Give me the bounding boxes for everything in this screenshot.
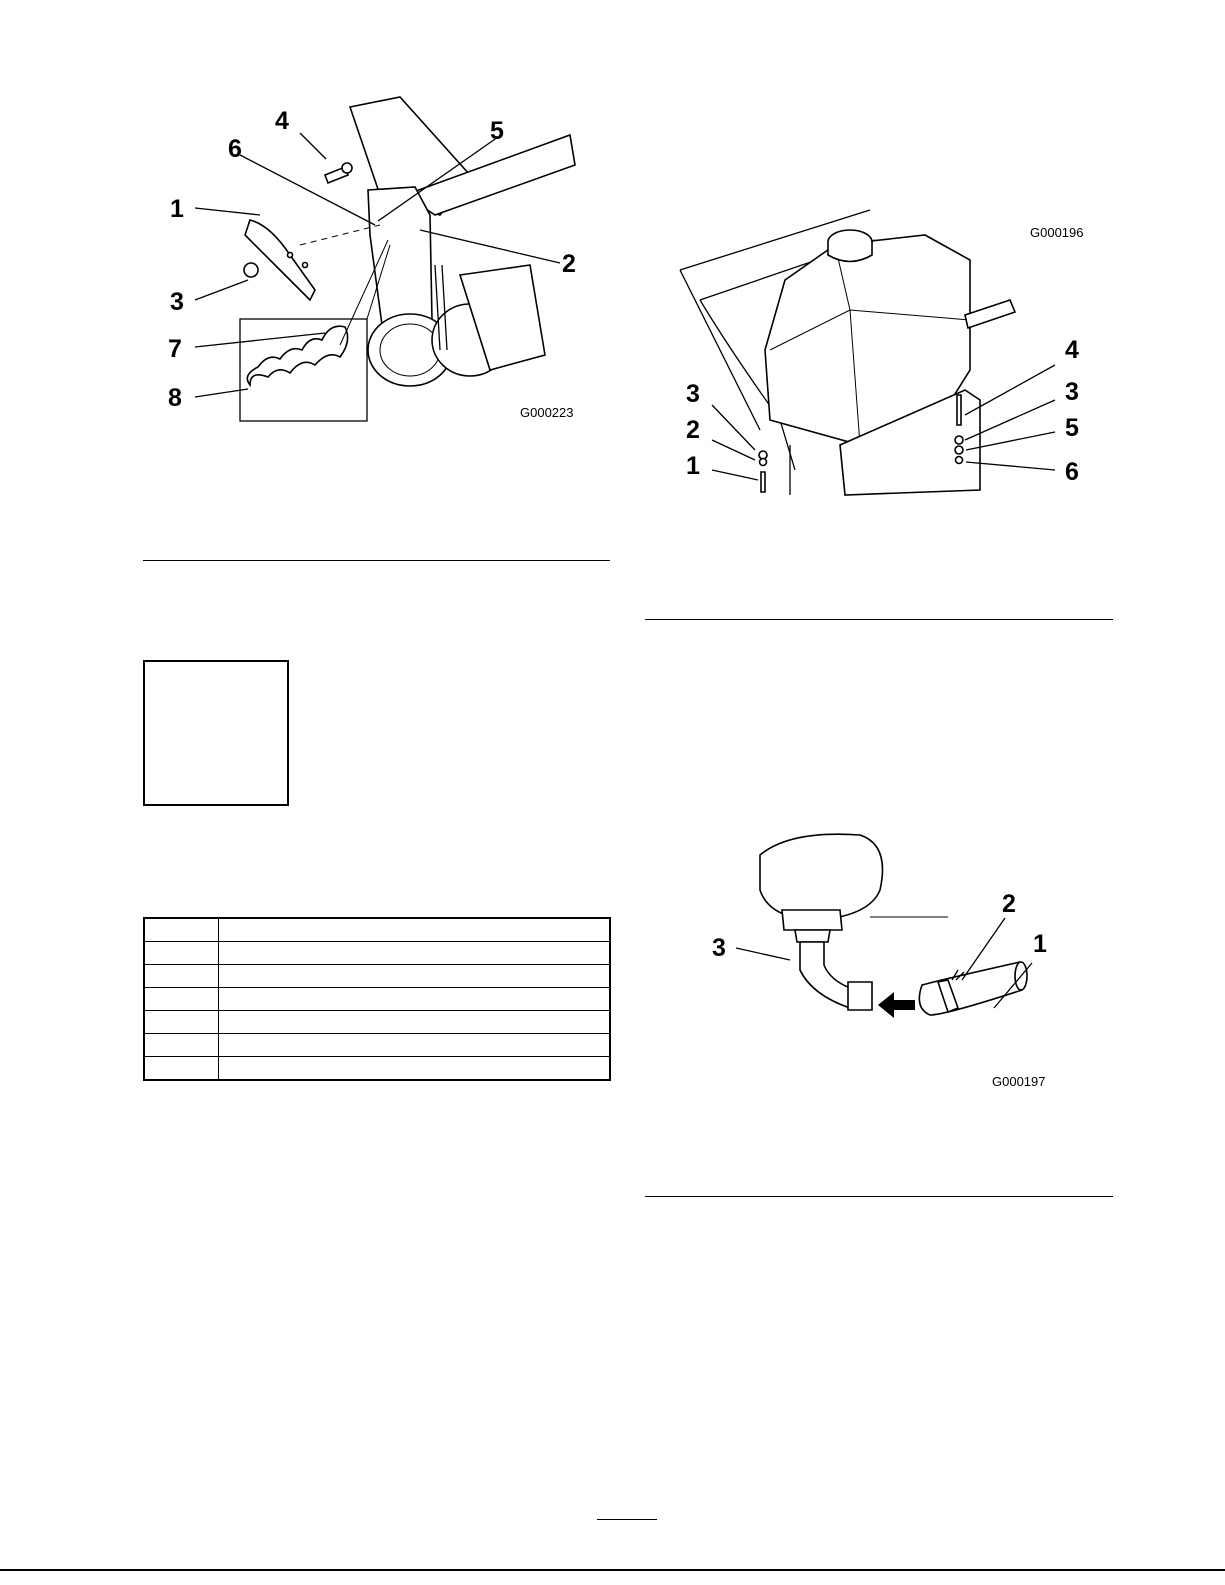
callout-2: 2 — [686, 416, 700, 444]
table-row — [144, 918, 610, 942]
empty-symbol-box — [143, 660, 289, 806]
table-row — [144, 1034, 610, 1057]
callout-8: 8 — [168, 384, 182, 412]
callout-1: 1 — [686, 452, 700, 480]
figure-2-labels — [660, 200, 1100, 510]
callout-3: 3 — [712, 934, 726, 962]
divider-rule — [645, 619, 1113, 620]
table-row — [144, 1011, 610, 1034]
table-row — [144, 1057, 610, 1081]
divider-rule — [143, 560, 610, 561]
callout-5: 5 — [1065, 414, 1079, 442]
figure-code: G000223 — [520, 405, 574, 420]
callout-1: 1 — [1033, 930, 1047, 958]
callout-6: 6 — [1065, 458, 1079, 486]
callout-1: 1 — [170, 195, 184, 223]
callout-3: 3 — [1065, 378, 1079, 406]
figure-code: G000197 — [992, 1074, 1046, 1089]
callout-7: 7 — [168, 335, 182, 363]
callout-5: 5 — [490, 117, 504, 145]
callout-6: 6 — [228, 135, 242, 163]
callout-2: 2 — [562, 250, 576, 278]
divider-rule — [645, 1196, 1113, 1197]
table-row — [144, 965, 610, 988]
figure-3-labels — [700, 830, 1100, 1100]
callout-4: 4 — [1065, 336, 1079, 364]
page-number-rule — [597, 1519, 657, 1520]
callout-4: 4 — [275, 107, 289, 135]
callout-3: 3 — [686, 380, 700, 408]
figure-code: G000196 — [1030, 225, 1084, 240]
footer-rule — [0, 1569, 1225, 1571]
table-row — [144, 942, 610, 965]
callout-3: 3 — [170, 288, 184, 316]
callout-2: 2 — [1002, 890, 1016, 918]
table-row — [144, 988, 610, 1011]
figure-1-labels — [150, 95, 610, 435]
parts-table — [143, 917, 611, 1081]
